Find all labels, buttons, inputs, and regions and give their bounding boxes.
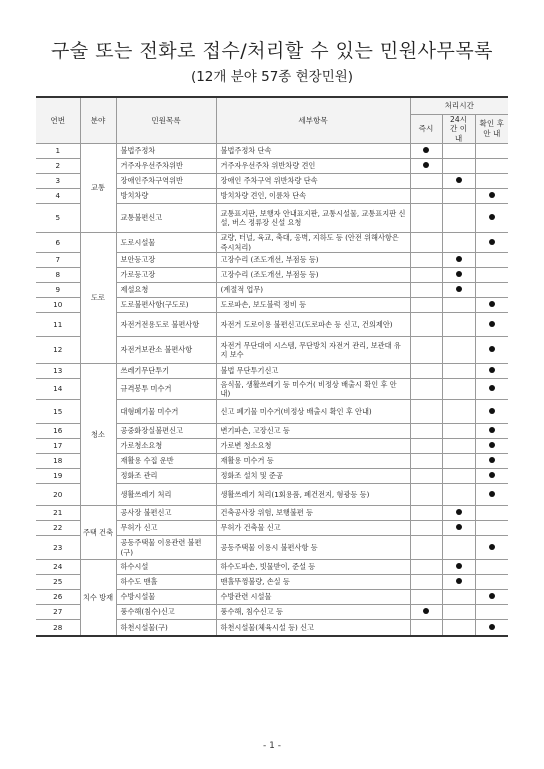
header-detail: 세부항목 xyxy=(216,97,410,144)
item-detail: 수방관련 시설물 xyxy=(216,590,410,605)
item-name: 규격봉투 미수거 xyxy=(116,379,216,400)
item-detail: (계절적 업무) xyxy=(216,283,410,298)
mark-cell-immediate xyxy=(410,469,442,484)
item-detail: 건축공사장 위험, 보행불편 등 xyxy=(216,506,410,521)
item-name: 불법주정차 xyxy=(116,144,216,159)
mark-cell-after-check xyxy=(475,560,508,575)
mark-cell-immediate xyxy=(410,144,442,159)
mark-cell-immediate xyxy=(410,174,442,189)
filled-dot-icon xyxy=(456,524,462,530)
filled-dot-icon xyxy=(423,608,429,614)
mark-cell-within24 xyxy=(442,536,475,560)
mark-cell-within24 xyxy=(442,605,475,620)
mark-cell-immediate xyxy=(410,364,442,379)
filled-dot-icon xyxy=(456,177,462,183)
mark-cell-after-check xyxy=(475,620,508,636)
filled-dot-icon xyxy=(489,457,495,463)
mark-cell-after-check xyxy=(475,536,508,560)
mark-cell-after-check xyxy=(475,204,508,233)
mark-cell-immediate xyxy=(410,233,442,253)
mark-cell-within24 xyxy=(442,174,475,189)
item-detail: 하수도파손, 빗물받이, 준설 등 xyxy=(216,560,410,575)
mark-cell-immediate xyxy=(410,575,442,590)
mark-cell-immediate xyxy=(410,283,442,298)
filled-dot-icon xyxy=(489,624,495,630)
mark-cell-within24 xyxy=(442,159,475,174)
field-group-cell: 주택 건축 xyxy=(80,506,116,560)
row-number: 24 xyxy=(36,560,80,575)
filled-dot-icon xyxy=(456,256,462,262)
mark-cell-immediate xyxy=(410,620,442,636)
row-number: 13 xyxy=(36,364,80,379)
item-name: 보안등고장 xyxy=(116,253,216,268)
mark-cell-within24 xyxy=(442,560,475,575)
row-number: 28 xyxy=(36,620,80,636)
mark-cell-after-check xyxy=(475,298,508,313)
table-body xyxy=(36,144,508,636)
table-row xyxy=(36,364,508,379)
mark-cell-after-check xyxy=(475,159,508,174)
mark-cell-after-check xyxy=(475,379,508,400)
mark-cell-after-check xyxy=(475,337,508,364)
mark-cell-immediate xyxy=(410,506,442,521)
mark-cell-immediate xyxy=(410,439,442,454)
row-number: 14 xyxy=(36,379,80,400)
item-name: 수방시설물 xyxy=(116,590,216,605)
filled-dot-icon xyxy=(489,472,495,478)
mark-cell-within24 xyxy=(442,364,475,379)
item-detail: 가로변 청소요청 xyxy=(216,439,410,454)
filled-dot-icon xyxy=(489,442,495,448)
item-detail: 자전거 도로이용 불편신고(도로파손 등 신고, 건의제안) xyxy=(216,313,410,337)
filled-dot-icon xyxy=(489,321,495,327)
item-name: 도로시설물 xyxy=(116,233,216,253)
row-number: 21 xyxy=(36,506,80,521)
mark-cell-immediate xyxy=(410,379,442,400)
filled-dot-icon xyxy=(489,239,495,245)
item-detail: 불법 무단투기신고 xyxy=(216,364,410,379)
item-name: 거주자우선주차위반 xyxy=(116,159,216,174)
row-number: 6 xyxy=(36,233,80,253)
mark-cell-within24 xyxy=(442,379,475,400)
mark-cell-within24 xyxy=(442,233,475,253)
row-number: 2 xyxy=(36,159,80,174)
item-detail: 생활쓰레기 처리(1회용품, 폐건전지, 형광등 등) xyxy=(216,484,410,506)
civil-affairs-table xyxy=(36,96,508,637)
mark-cell-immediate xyxy=(410,521,442,536)
row-number: 1 xyxy=(36,144,80,159)
mark-cell-after-check xyxy=(475,454,508,469)
row-number: 25 xyxy=(36,575,80,590)
mark-cell-after-check xyxy=(475,605,508,620)
table-row xyxy=(36,233,508,253)
item-detail: 자전거 무단대여 시스템, 무단방치 자전거 관리, 보관대 유지 보수 xyxy=(216,337,410,364)
mark-cell-within24 xyxy=(442,454,475,469)
mark-cell-after-check xyxy=(475,590,508,605)
header-immediate: 즉시 xyxy=(410,114,442,144)
item-name: 풍수해(침수)신고 xyxy=(116,605,216,620)
row-number: 17 xyxy=(36,439,80,454)
mark-cell-immediate xyxy=(410,605,442,620)
mark-cell-within24 xyxy=(442,506,475,521)
item-detail: 방치차량 견인, 이륜차 단속 xyxy=(216,189,410,204)
item-name: 생활쓰레기 처리 xyxy=(116,484,216,506)
filled-dot-icon xyxy=(423,162,429,168)
item-name: 제설요청 xyxy=(116,283,216,298)
mark-cell-after-check xyxy=(475,575,508,590)
filled-dot-icon xyxy=(456,271,462,277)
item-name: 방치차량 xyxy=(116,189,216,204)
header-after-check: 확인 후 안 내 xyxy=(475,114,508,144)
mark-cell-immediate xyxy=(410,337,442,364)
table-row xyxy=(36,144,508,159)
mark-cell-after-check xyxy=(475,268,508,283)
filled-dot-icon xyxy=(489,346,495,352)
item-detail: 불법주정차 단속 xyxy=(216,144,410,159)
item-detail: 고장수리 (조도개선, 부점등 등) xyxy=(216,268,410,283)
mark-cell-after-check xyxy=(475,484,508,506)
mark-cell-after-check xyxy=(475,400,508,424)
filled-dot-icon xyxy=(423,147,429,153)
filled-dot-icon xyxy=(456,563,462,569)
row-number: 9 xyxy=(36,283,80,298)
field-group-cell: 청소 xyxy=(80,364,116,506)
filled-dot-icon xyxy=(456,578,462,584)
mark-cell-within24 xyxy=(442,283,475,298)
header-field: 분야 xyxy=(80,97,116,144)
item-name: 자전거보관소 불편사항 xyxy=(116,337,216,364)
mark-cell-within24 xyxy=(442,469,475,484)
filled-dot-icon xyxy=(456,286,462,292)
row-number: 20 xyxy=(36,484,80,506)
mark-cell-after-check xyxy=(475,506,508,521)
filled-dot-icon xyxy=(489,192,495,198)
mark-cell-after-check xyxy=(475,364,508,379)
item-detail: 공동주택물 이용시 불편사항 등 xyxy=(216,536,410,560)
row-number: 8 xyxy=(36,268,80,283)
item-detail: 장애인 주차구역 위반차량 단속 xyxy=(216,174,410,189)
item-name: 공동주택물 이용관련 불편(구) xyxy=(116,536,216,560)
filled-dot-icon xyxy=(489,367,495,373)
row-number: 23 xyxy=(36,536,80,560)
page-title: 구술 또는 전화로 접수/처리할 수 있는 민원사무목록 xyxy=(50,40,494,62)
item-name: 하천시설물(구) xyxy=(116,620,216,636)
mark-cell-within24 xyxy=(442,575,475,590)
item-name: 무허가 신고 xyxy=(116,521,216,536)
item-detail: 교량, 터널, 육교, 축대, 옹벽, 지하도 등 (안전 위해사항은 즉시처리) xyxy=(216,233,410,253)
mark-cell-within24 xyxy=(442,253,475,268)
mark-cell-immediate xyxy=(410,590,442,605)
item-detail: 음식물, 생활쓰레기 등 미수거( 비정상 배출시 확인 후 안내) xyxy=(216,379,410,400)
item-name: 재활용 수집 운반 xyxy=(116,454,216,469)
mark-cell-after-check xyxy=(475,253,508,268)
mark-cell-within24 xyxy=(442,521,475,536)
table-row xyxy=(36,506,508,521)
filled-dot-icon xyxy=(489,491,495,497)
item-detail: 하천시설물(체육시설 등) 신고 xyxy=(216,620,410,636)
mark-cell-within24 xyxy=(442,439,475,454)
item-name: 공사장 불편신고 xyxy=(116,506,216,521)
mark-cell-after-check xyxy=(475,174,508,189)
row-number: 10 xyxy=(36,298,80,313)
item-name: 교통불편신고 xyxy=(116,204,216,233)
filled-dot-icon xyxy=(489,301,495,307)
header-no: 연번 xyxy=(36,97,80,144)
row-number: 12 xyxy=(36,337,80,364)
mark-cell-after-check xyxy=(475,144,508,159)
item-detail: 맨홀뚜껑불량, 손실 등 xyxy=(216,575,410,590)
row-number: 3 xyxy=(36,174,80,189)
mark-cell-within24 xyxy=(442,298,475,313)
mark-cell-within24 xyxy=(442,313,475,337)
filled-dot-icon xyxy=(456,509,462,515)
row-number: 5 xyxy=(36,204,80,233)
page-number: - 1 - xyxy=(263,741,281,751)
row-number: 7 xyxy=(36,253,80,268)
mark-cell-within24 xyxy=(442,590,475,605)
mark-cell-immediate xyxy=(410,268,442,283)
mark-cell-immediate xyxy=(410,159,442,174)
mark-cell-after-check xyxy=(475,469,508,484)
mark-cell-within24 xyxy=(442,144,475,159)
filled-dot-icon xyxy=(489,427,495,433)
mark-cell-after-check xyxy=(475,521,508,536)
mark-cell-after-check xyxy=(475,439,508,454)
mark-cell-immediate xyxy=(410,189,442,204)
item-detail: 재활용 미수거 등 xyxy=(216,454,410,469)
mark-cell-within24 xyxy=(442,204,475,233)
mark-cell-immediate xyxy=(410,560,442,575)
mark-cell-immediate xyxy=(410,424,442,439)
filled-dot-icon xyxy=(489,593,495,599)
mark-cell-after-check xyxy=(475,283,508,298)
item-detail: 도로파손, 보도블럭 정비 등 xyxy=(216,298,410,313)
item-name: 가로청소요청 xyxy=(116,439,216,454)
item-name: 쓰레기무단투기 xyxy=(116,364,216,379)
mark-cell-within24 xyxy=(442,400,475,424)
item-name: 하수시설 xyxy=(116,560,216,575)
item-detail: 정화조 설치 및 준공 xyxy=(216,469,410,484)
item-name: 도로불편사항(구도로) xyxy=(116,298,216,313)
item-name: 공중화장실불편신고 xyxy=(116,424,216,439)
mark-cell-immediate xyxy=(410,253,442,268)
field-group-cell: 도로 xyxy=(80,233,116,364)
item-name: 하수도 맨홀 xyxy=(116,575,216,590)
row-number: 26 xyxy=(36,590,80,605)
item-name: 장애인주차구역위반 xyxy=(116,174,216,189)
mark-cell-within24 xyxy=(442,620,475,636)
item-detail: 변기파손, 고장신고 등 xyxy=(216,424,410,439)
item-detail: 신고 폐기물 미수거(비정상 배출시 확인 후 안내) xyxy=(216,400,410,424)
row-number: 16 xyxy=(36,424,80,439)
mark-cell-after-check xyxy=(475,313,508,337)
item-name: 가로등고장 xyxy=(116,268,216,283)
item-detail: 교통표지판, 보행자 안내표지판, 교통시설물, 교통표지판 신설, 버스 정류장 신설 요청 xyxy=(216,204,410,233)
mark-cell-immediate xyxy=(410,313,442,337)
mark-cell-immediate xyxy=(410,454,442,469)
item-detail: 거주자우선주차 위반차량 견인 xyxy=(216,159,410,174)
mark-cell-within24 xyxy=(442,268,475,283)
table-row xyxy=(36,560,508,575)
filled-dot-icon xyxy=(489,214,495,220)
header-name: 민원목록 xyxy=(116,97,216,144)
item-detail: 고장수리 (조도개선, 부점등 등) xyxy=(216,253,410,268)
filled-dot-icon xyxy=(489,408,495,414)
field-group-cell: 치수 방재 xyxy=(80,560,116,636)
field-group-cell: 교통 xyxy=(80,144,116,233)
item-detail: 풍수해, 침수신고 등 xyxy=(216,605,410,620)
mark-cell-immediate xyxy=(410,536,442,560)
row-number: 15 xyxy=(36,400,80,424)
mark-cell-within24 xyxy=(442,484,475,506)
item-detail: 무허가 건축물 신고 xyxy=(216,521,410,536)
mark-cell-immediate xyxy=(410,204,442,233)
row-number: 4 xyxy=(36,189,80,204)
mark-cell-after-check xyxy=(475,189,508,204)
row-number: 18 xyxy=(36,454,80,469)
page-subtitle: (12개 분야 57종 현장민원) xyxy=(190,69,354,85)
mark-cell-immediate xyxy=(410,400,442,424)
item-name: 정화조 관리 xyxy=(116,469,216,484)
filled-dot-icon xyxy=(489,544,495,550)
mark-cell-after-check xyxy=(475,233,508,253)
filled-dot-icon xyxy=(489,385,495,391)
row-number: 27 xyxy=(36,605,80,620)
row-number: 19 xyxy=(36,469,80,484)
mark-cell-within24 xyxy=(442,337,475,364)
header-processing-time: 처리시간 xyxy=(410,97,508,114)
mark-cell-immediate xyxy=(410,484,442,506)
mark-cell-within24 xyxy=(442,424,475,439)
mark-cell-within24 xyxy=(442,189,475,204)
mark-cell-immediate xyxy=(410,298,442,313)
row-number: 22 xyxy=(36,521,80,536)
item-name: 자전거전용도로 불편사항 xyxy=(116,313,216,337)
header-within-24h: 24시간 이 내 xyxy=(442,114,475,144)
mark-cell-after-check xyxy=(475,424,508,439)
row-number: 11 xyxy=(36,313,80,337)
item-name: 대형폐기물 미수거 xyxy=(116,400,216,424)
